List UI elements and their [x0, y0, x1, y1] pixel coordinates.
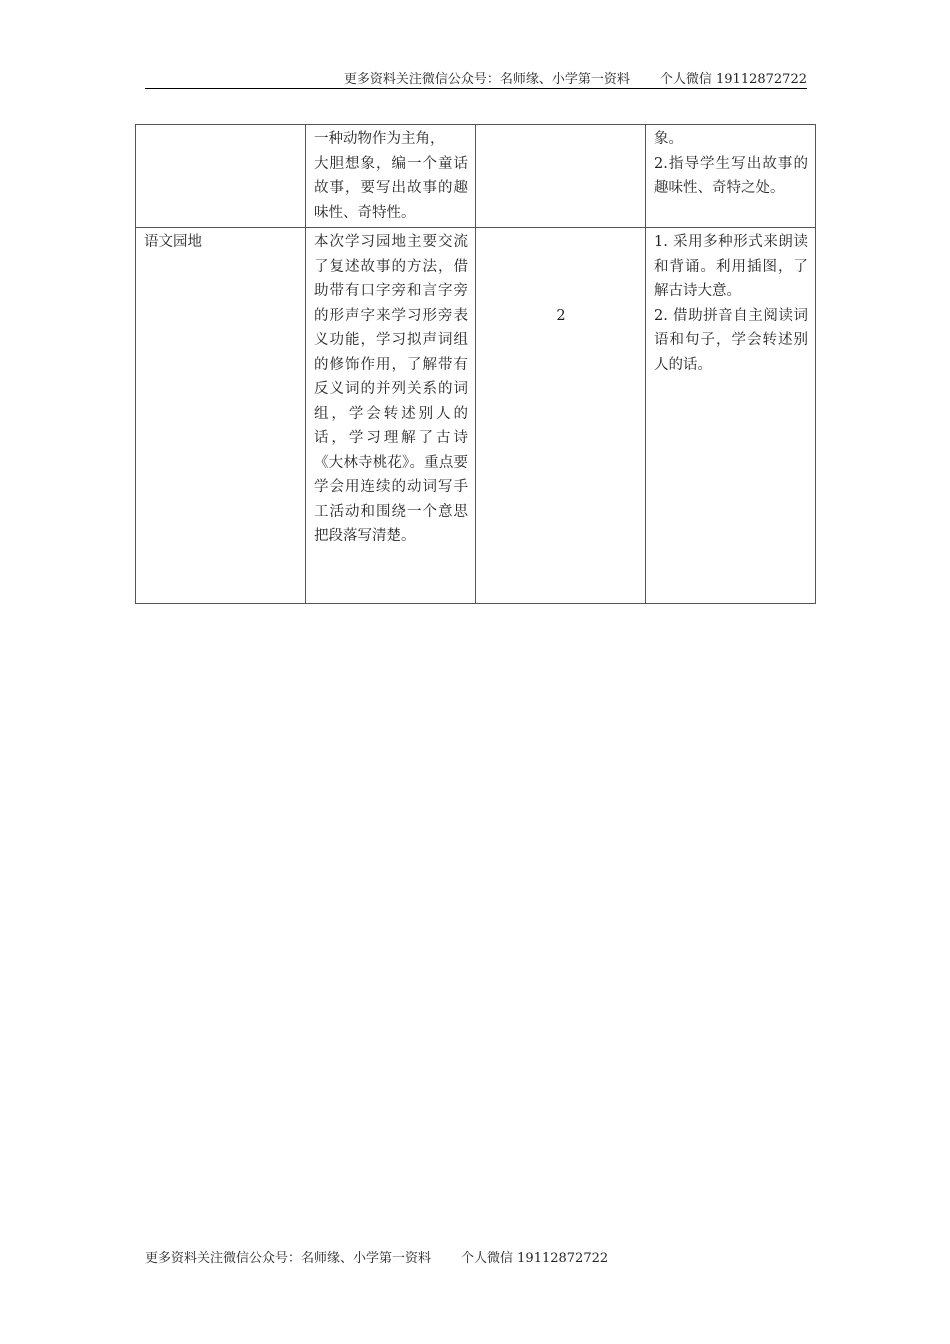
footer-right-text: 个人微信 19112872722 — [461, 1251, 609, 1266]
table-cell-unit — [136, 125, 306, 228]
header-right-text: 个人微信 19112872722 — [659, 72, 807, 87]
content-line: 一种动物作为主角， — [314, 131, 445, 147]
content-line: 大胆想象，编一个童话故事，要写出故事的趣味性、奇特性。 — [314, 155, 468, 221]
table-cell-content — [306, 228, 476, 604]
table-cell-methods — [646, 228, 816, 604]
method-line: 象。 — [654, 131, 683, 147]
table-row — [136, 125, 816, 228]
content-line: 本次学习园地主要交流了复述故事的方法，借助带有口字旁和言字旁的形声字来学习形旁表义功能，学习拟声词组的修饰作用，了解带有反义词的并列关系的词组，学会转述别人的话，学习理解了古诗《大林寺桃花》。重点要学会用连续的动词写手工活动和围绕一个意思把段落写清楚。 — [314, 234, 468, 544]
method-line: 2. 借助拼音自主阅读词语和句子，学会转述别人的话。 — [654, 307, 808, 373]
table-cell-methods — [646, 125, 816, 228]
table-cell-content — [306, 125, 476, 228]
table-cell-hours — [476, 125, 646, 228]
page-header — [145, 66, 807, 89]
header-left-text: 更多资料关注微信公众号：名师缘、小学第一资料 — [343, 72, 630, 87]
method-line: 1. 采用多种形式来朗读和背诵。利用插图，了解古诗大意。 — [654, 234, 808, 299]
table-row — [136, 228, 816, 604]
page-footer — [145, 1247, 608, 1266]
table-cell-hours: 2 — [476, 228, 646, 604]
table-cell-unit: 语文园地 — [136, 228, 306, 604]
footer-left-text: 更多资料关注微信公众号：名师缘、小学第一资料 — [145, 1251, 432, 1266]
method-line: 2.指导学生写出故事的趣味性、奇特之处。 — [654, 155, 808, 196]
lesson-plan-table — [135, 124, 816, 604]
